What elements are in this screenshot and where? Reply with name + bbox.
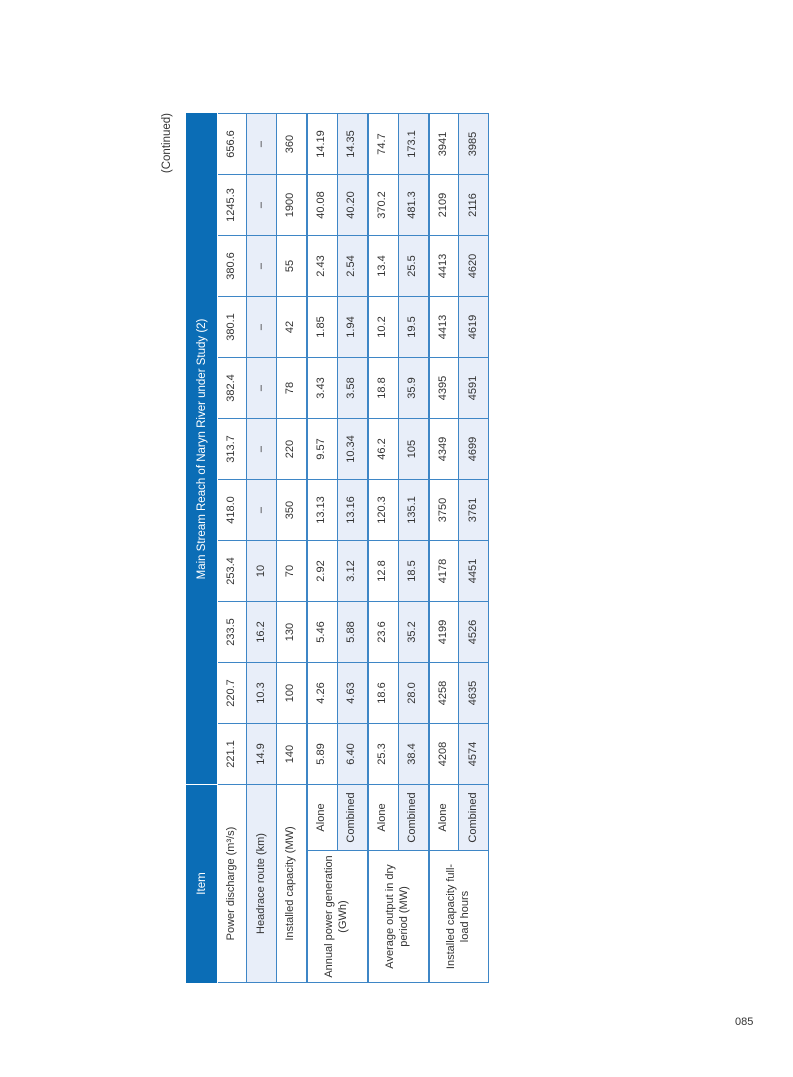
- table-cell: –: [247, 175, 276, 236]
- table-cell: 100: [276, 663, 306, 724]
- row-sub-label: Alone: [429, 785, 459, 851]
- table-cell: 6.40: [337, 724, 367, 785]
- table-cell: 2.43: [307, 236, 337, 297]
- table-cell: 10.3: [247, 663, 276, 724]
- table-cell: 16.2: [247, 602, 276, 663]
- table-cell: 3761: [459, 480, 489, 541]
- table-cell: 4.63: [337, 663, 367, 724]
- row-label: Power discharge (m³/s): [217, 785, 246, 983]
- continued-label: (Continued): [161, 113, 173, 174]
- row-label: Headrace route (km): [247, 785, 276, 983]
- table-cell: 2.54: [337, 236, 367, 297]
- table-cell: 28.0: [398, 663, 428, 724]
- table-cell: 1900: [276, 175, 306, 236]
- table-cell: 9.57: [307, 419, 337, 480]
- table-cell: –: [247, 297, 276, 358]
- table-cell: 78: [276, 358, 306, 419]
- table-cell: 5.89: [307, 724, 337, 785]
- table-cell: 220: [276, 419, 306, 480]
- table-cell: 4258: [429, 663, 459, 724]
- table-cell: 481.3: [398, 175, 428, 236]
- table-cell: 253.4: [217, 541, 246, 602]
- table-cell: 14.9: [247, 724, 276, 785]
- table-cell: 360: [276, 114, 306, 175]
- table-cell: 55: [276, 236, 306, 297]
- table-cell: 13.13: [307, 480, 337, 541]
- table-cell: 313.7: [217, 419, 246, 480]
- table-cell: 221.1: [217, 724, 246, 785]
- table-cell: 656.6: [217, 114, 246, 175]
- table-cell: 38.4: [398, 724, 428, 785]
- table-cell: 380.6: [217, 236, 246, 297]
- table-cell: 233.5: [217, 602, 246, 663]
- table-cell: 4574: [459, 724, 489, 785]
- table-cell: 4199: [429, 602, 459, 663]
- table-cell: 42: [276, 297, 306, 358]
- table-header-row: [187, 114, 218, 983]
- table-cell: 10.34: [337, 419, 367, 480]
- hydropower-table: [186, 113, 489, 983]
- table-cell: 18.6: [368, 663, 398, 724]
- row-label: Installed capacity (MW): [276, 785, 306, 983]
- row-sub-label: Alone: [307, 785, 337, 851]
- table-cell: 40.08: [307, 175, 337, 236]
- table-cell: –: [247, 358, 276, 419]
- table-cell: 3.12: [337, 541, 367, 602]
- table-cell: 120.3: [368, 480, 398, 541]
- table-cell: 12.8: [368, 541, 398, 602]
- table-cell: 35.2: [398, 602, 428, 663]
- table-cell: 418.0: [217, 480, 246, 541]
- table-cell: 14.35: [337, 114, 367, 175]
- row-sub-label: Alone: [368, 785, 398, 851]
- table-cell: 4208: [429, 724, 459, 785]
- table-cell: 5.88: [337, 602, 367, 663]
- table-cell: 40.20: [337, 175, 367, 236]
- page-number: 085: [735, 1016, 754, 1028]
- table-cell: 3.58: [337, 358, 367, 419]
- table-cell: 3.43: [307, 358, 337, 419]
- table-cell: 140: [276, 724, 306, 785]
- table-cell: 18.5: [398, 541, 428, 602]
- row-sub-label: Combined: [459, 785, 489, 851]
- row-group-label: Installed capacity full-load hours: [429, 851, 489, 983]
- table-cell: 135.1: [398, 480, 428, 541]
- table-cell: –: [247, 236, 276, 297]
- table-cell: 3750: [429, 480, 459, 541]
- table-cell: 4699: [459, 419, 489, 480]
- table-cell: 380.1: [217, 297, 246, 358]
- table-cell: 350: [276, 480, 306, 541]
- table-cell: 220.7: [217, 663, 246, 724]
- table-cell: 23.6: [368, 602, 398, 663]
- table-cell: 25.3: [368, 724, 398, 785]
- table-cell: 4413: [429, 236, 459, 297]
- table-row: [307, 114, 337, 983]
- table-cell: 130: [276, 602, 306, 663]
- table-cell: 4619: [459, 297, 489, 358]
- header-item: Item: [187, 785, 218, 983]
- table-cell: 4635: [459, 663, 489, 724]
- table-cell: 35.9: [398, 358, 428, 419]
- table-cell: 3985: [459, 114, 489, 175]
- table-cell: 4395: [429, 358, 459, 419]
- table-cell: –: [247, 114, 276, 175]
- table-cell: 4526: [459, 602, 489, 663]
- table-cell: 70: [276, 541, 306, 602]
- table-cell: 1.94: [337, 297, 367, 358]
- row-group-label: Average output in dry period (MW): [368, 851, 429, 983]
- table-cell: 1.85: [307, 297, 337, 358]
- row-group-label: Annual power generation (GWh): [307, 851, 368, 983]
- table-cell: 10: [247, 541, 276, 602]
- table-cell: 382.4: [217, 358, 246, 419]
- header-group: Main Stream Reach of Naryn River under Study (2): [187, 114, 218, 785]
- table-row: [276, 114, 306, 983]
- table-cell: 13.16: [337, 480, 367, 541]
- table-row: [429, 114, 459, 983]
- table-cell: 25.5: [398, 236, 428, 297]
- table-row: [368, 114, 398, 983]
- table-cell: 4620: [459, 236, 489, 297]
- table-cell: 4451: [459, 541, 489, 602]
- table-cell: 10.2: [368, 297, 398, 358]
- table-cell: 3941: [429, 114, 459, 175]
- table-cell: 173.1: [398, 114, 428, 175]
- table-cell: 4178: [429, 541, 459, 602]
- rotated-table-block: [150, 113, 490, 983]
- table-cell: 4413: [429, 297, 459, 358]
- table-cell: 2109: [429, 175, 459, 236]
- table-cell: 2116: [459, 175, 489, 236]
- table-row: [247, 114, 276, 983]
- table-cell: –: [247, 419, 276, 480]
- table-cell: 2.92: [307, 541, 337, 602]
- table-cell: 4591: [459, 358, 489, 419]
- table-cell: 4.26: [307, 663, 337, 724]
- table-cell: 46.2: [368, 419, 398, 480]
- row-sub-label: Combined: [337, 785, 367, 851]
- table-cell: –: [247, 480, 276, 541]
- table-cell: 1245.3: [217, 175, 246, 236]
- table-cell: 4349: [429, 419, 459, 480]
- table-cell: 105: [398, 419, 428, 480]
- table-cell: 5.46: [307, 602, 337, 663]
- table-row: [217, 114, 246, 983]
- row-sub-label: Combined: [398, 785, 428, 851]
- table-cell: 370.2: [368, 175, 398, 236]
- table-cell: 18.8: [368, 358, 398, 419]
- table-cell: 13.4: [368, 236, 398, 297]
- table-cell: 74.7: [368, 114, 398, 175]
- table-cell: 14.19: [307, 114, 337, 175]
- table-cell: 19.5: [398, 297, 428, 358]
